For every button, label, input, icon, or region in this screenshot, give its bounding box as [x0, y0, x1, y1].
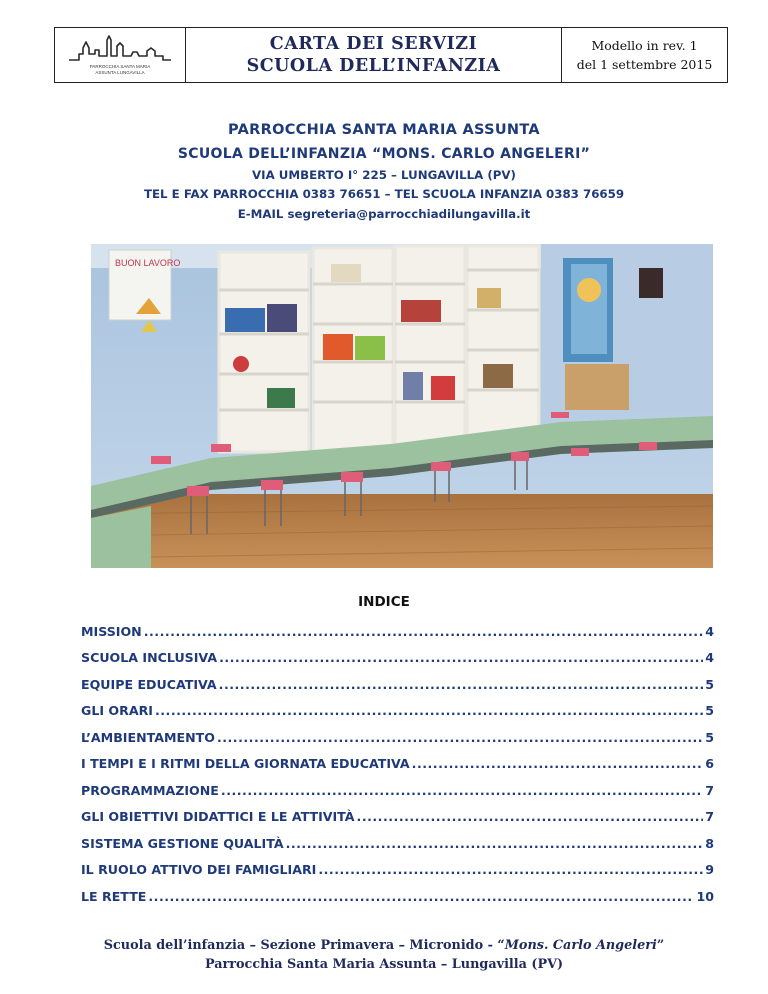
toc-entry[interactable]: [81, 851, 714, 878]
revision-info: [562, 28, 727, 82]
toc-entry[interactable]: [81, 692, 714, 719]
address: VIA UMBERTO I° 225 – LUNGAVILLA (PV): [252, 168, 516, 182]
revision-line2: del 1 settembre 2015: [576, 57, 713, 72]
toc-entry[interactable]: [81, 718, 714, 745]
toc-leader-dots: [286, 836, 704, 851]
toc-entry-page: 10: [696, 888, 714, 904]
toc-entry-label: SCUOLA INCLUSIVA: [81, 650, 218, 665]
toc-entry-label: MISSION: [81, 623, 142, 639]
logo-caption: PARROCCHIA SANTA MARIA ASSUNTA LUNGAVILLA: [89, 64, 151, 75]
toc-leader-dots: [221, 783, 703, 798]
toc-entry-label: PROGRAMMAZIONE: [81, 782, 219, 798]
parish-name: PARROCCHIA SANTA MARIA ASSUNTA: [228, 122, 540, 138]
phone-numbers: TEL E FAX PARROCCHIA 0383 76651 – TEL SCUOLA INFANZIA 0383 76659: [143, 187, 625, 201]
toc-entry-page: 6: [705, 756, 714, 771]
header-title: [186, 28, 562, 82]
toc-entry-label: GLI ORARI: [81, 703, 153, 718]
toc-entry-label: SISTEMA GESTIONE QUALITÀ: [81, 835, 284, 851]
toc-entry-page: 5: [705, 703, 714, 718]
toc-leader-dots: [357, 809, 704, 824]
toc-entry-page: 5: [705, 676, 714, 692]
toc-leader-dots: [219, 677, 704, 692]
header-title-line2: SCUOLA DELL’INFANZIA: [246, 56, 501, 76]
footer-line1-pre: Scuola dell’infanzia – Sezione Primavera – Micronido - “: [103, 938, 505, 953]
poster-text: BUON LAVORO: [115, 258, 181, 268]
toc-entry[interactable]: [81, 877, 714, 904]
toc-entry[interactable]: [81, 612, 714, 639]
school-name: SCUOLA DELL’INFANZIA “MONS. CARLO ANGELERI”: [177, 146, 591, 162]
toc-leader-dots: [155, 703, 703, 718]
toc-entry[interactable]: [81, 771, 714, 798]
toc-entry-page: 5: [705, 729, 714, 745]
footer-line1: [0, 938, 768, 953]
toc-leader-dots: [318, 862, 703, 877]
footer-line2: Parrocchia Santa Maria Assunta – Lungavilla (PV): [204, 957, 564, 972]
toc-entry-label: I TEMPI E I RITMI DELLA GIORNATA EDUCATIVA: [81, 756, 410, 771]
toc-entry[interactable]: [81, 745, 714, 772]
toc-entry-label: L’AMBIENTAMENTO: [81, 729, 215, 745]
revision-line1: Modello in rev. 1: [591, 38, 698, 53]
header-title-line1: CARTA DEI SERVIZI: [269, 34, 478, 54]
email-address: E-MAIL segreteria@parrocchiadilungavilla.it: [237, 207, 531, 221]
toc-entry-page: 7: [705, 782, 714, 798]
document-header: [54, 27, 728, 83]
toc-entry[interactable]: [81, 798, 714, 825]
toc-entry-page: 9: [705, 862, 714, 877]
toc-entry-label: LE RETTE: [81, 888, 147, 904]
toc-leader-dots: [148, 889, 694, 904]
logo-cell: [55, 28, 186, 82]
table-of-contents: [81, 612, 714, 904]
toc-entry-page: 4: [705, 650, 714, 665]
parish-logo: [65, 34, 175, 76]
toc-entry[interactable]: [81, 639, 714, 666]
classroom-photo: [91, 244, 713, 568]
toc-entry[interactable]: [81, 665, 714, 692]
toc-entry-page: 7: [705, 809, 714, 824]
toc-entry[interactable]: [81, 824, 714, 851]
toc-entry-label: EQUIPE EDUCATIVA: [81, 676, 217, 692]
toc-leader-dots: [219, 650, 703, 665]
toc-entry-label: GLI OBIETTIVI DIDATTICI E LE ATTIVITÀ: [81, 809, 355, 824]
toc-leader-dots: [144, 624, 704, 639]
toc-leader-dots: [412, 756, 704, 771]
toc-leader-dots: [217, 730, 703, 745]
footer-line1-italic: Mons. Carlo Angeleri: [504, 938, 657, 953]
toc-entry-page: 8: [705, 835, 714, 851]
footer-line1-post: ”: [656, 938, 665, 953]
toc-entry-label: IL RUOLO ATTIVO DEI FAMIGLIARI: [81, 862, 317, 877]
index-title: INDICE: [358, 594, 410, 610]
church-skyline-icon: [65, 34, 175, 64]
toc-entry-page: 4: [705, 623, 714, 639]
